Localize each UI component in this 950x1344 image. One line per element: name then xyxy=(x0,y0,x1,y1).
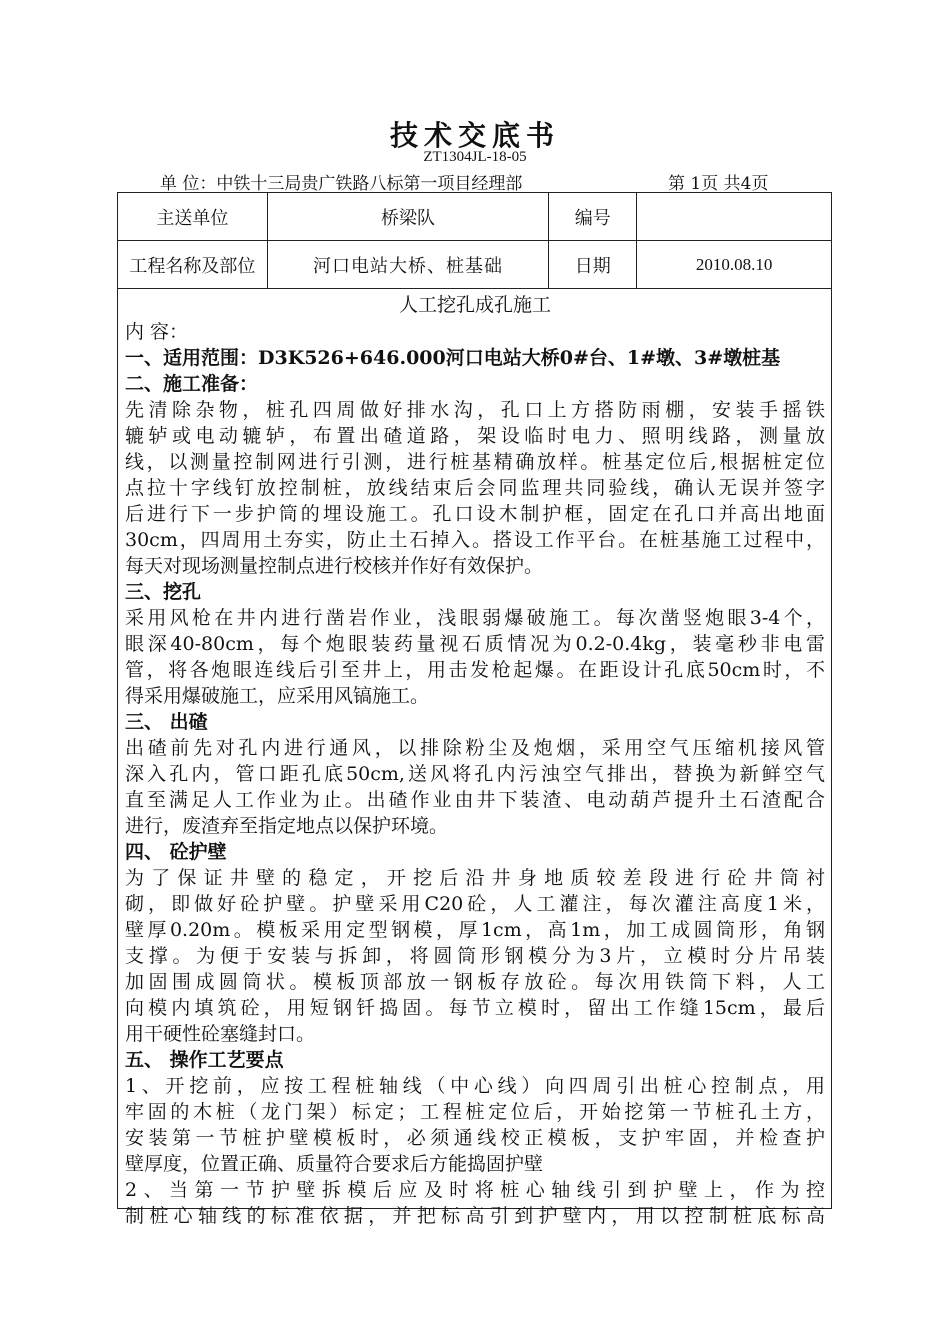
process-line: 2、当第一节护壁拆模后应及时将桩心轴线引到护壁上，作为控 xyxy=(125,1179,825,1201)
document-number: ZT1304JL-18-05 xyxy=(423,149,527,165)
unit-line: 单 位：中铁十三局贵广铁路八标第一项目经理部 xyxy=(160,174,523,194)
process-line: 安装第一节桩护壁模板时，必须通线校正模板，支护牢固，并检查护 xyxy=(125,1127,825,1149)
mucking-line: 直至满足人工作业为止。出碴作业由井下装渣、电动葫芦提升土石渣配合 xyxy=(125,789,825,811)
date-value: 2010.08.10 xyxy=(637,241,832,289)
prep-line: 辘轳或电动辘轳，布置出碴道路，架设临时电力、照明线路，测量放 xyxy=(125,425,825,447)
process-line: 牢固的木桩（龙门架）标定；工程桩定位后，开始挖第一节桩孔土方， xyxy=(125,1101,825,1123)
wall-line: 壁厚0.20m。模板采用定型钢模，厚1cm，高1m，加工成圆筒形，角钢 xyxy=(125,919,825,941)
process-line: 制桩心轴线的标准依据，并把标高引到护壁内，用以控制桩底标高 xyxy=(125,1205,825,1227)
project-value: 河口电站大桥、桩基础 xyxy=(267,241,549,289)
dig-line: 得采用爆破施工，应采用风镐施工。 xyxy=(125,685,430,707)
process-line: 壁厚度，位置正确、质量符合要求后方能捣固护壁 xyxy=(125,1153,544,1175)
wall-line: 为了保证井壁的稳定，开挖后沿井身地质较差段进行砼井筒衬 xyxy=(125,867,825,889)
content-subtitle: 人工挖孔成孔施工 xyxy=(398,294,551,316)
process-line: 1、开挖前，应按工程桩轴线（中心线）向四周引出桩心控制点，用 xyxy=(125,1075,825,1097)
section-dig-heading: 三、挖孔 xyxy=(125,581,202,603)
section-prep-heading: 二、施工准备： xyxy=(125,373,259,395)
wall-line: 向模内填筑砼，用短钢钎捣固。每节立模时，留出工作缝15cm，最后 xyxy=(125,997,825,1019)
prep-line: 后进行下一步护筒的埋设施工。孔口设木制护框，固定在孔口并高出地面 xyxy=(125,503,825,525)
header-row-recipient xyxy=(118,193,832,241)
dig-line: 管，将各炮眼连线后引至井上，用击发枪起爆。在距设计孔底50cm时，不 xyxy=(125,659,825,681)
recipient-label: 主送单位 xyxy=(118,193,268,241)
page-info: 第 1页 共4页 xyxy=(668,174,769,194)
recipient-value: 桥梁队 xyxy=(267,193,549,241)
prep-line: 线，以测量控制网进行引测，进行桩基精确放样。桩基定位后,根据桩定位 xyxy=(125,451,825,473)
section-mucking-heading: 三、 出碴 xyxy=(125,711,208,733)
mucking-line: 出碴前先对孔内进行通风，以排除粉尘及炮烟，采用空气压缩机接风管 xyxy=(125,737,825,759)
project-label: 工程名称及部位 xyxy=(118,241,268,289)
header-table xyxy=(117,192,832,289)
wall-line: 加固围成圆筒状。模板顶部放一钢板存放砼。每次用铁筒下料，人工 xyxy=(125,971,825,993)
wall-line: 用干硬性砼塞缝封口。 xyxy=(125,1023,316,1045)
section-wall-heading: 四、 砼护壁 xyxy=(125,841,227,863)
mucking-line: 进行，废渣弃至指定地点以保护环境。 xyxy=(125,815,449,837)
number-label: 编号 xyxy=(549,193,637,241)
wall-line: 砌，即做好砼护壁。护壁采用C20砼，人工灌注，每次灌注高度1米， xyxy=(125,893,825,915)
document-title: 技术交底书 xyxy=(389,119,560,152)
prep-line: 30cm，四周用土夯实，防止土石掉入。搭设工作平台。在桩基施工过程中， xyxy=(125,529,825,551)
header-row-project xyxy=(118,241,832,289)
number-value xyxy=(637,193,832,241)
content-label: 内 容： xyxy=(125,321,189,343)
prep-line: 每天对现场测量控制点进行校核并作好有效保护。 xyxy=(125,555,544,577)
prep-line: 先清除杂物，桩孔四周做好排水沟，孔口上方搭防雨棚，安装手摇铁 xyxy=(125,399,825,421)
mucking-line: 深入孔内，管口距孔底50cm,送风将孔内污浊空气排出，替换为新鲜空气 xyxy=(125,763,825,785)
dig-line: 眼深40-80cm，每个炮眼装药量视石质情况为0.2-0.4kg，装毫秒非电雷 xyxy=(125,633,825,655)
prep-line: 点拉十字线钉放控制桩，放线结束后会同监理共同验线，确认无误并签字 xyxy=(125,477,825,499)
section-process-heading: 五、 操作工艺要点 xyxy=(125,1049,284,1071)
wall-line: 支撑。为便于安装与拆卸，将圆筒形钢模分为3片，立模时分片吊装 xyxy=(125,945,825,967)
date-label: 日期 xyxy=(549,241,637,289)
section-scope: 一、适用范围：D3K526+646.000河口电站大桥0#台、1#墩、3#墩桩基 xyxy=(125,347,781,369)
dig-line: 采用风枪在井内进行凿岩作业，浅眼弱爆破施工。每次凿竖炮眼3-4个， xyxy=(125,607,825,629)
